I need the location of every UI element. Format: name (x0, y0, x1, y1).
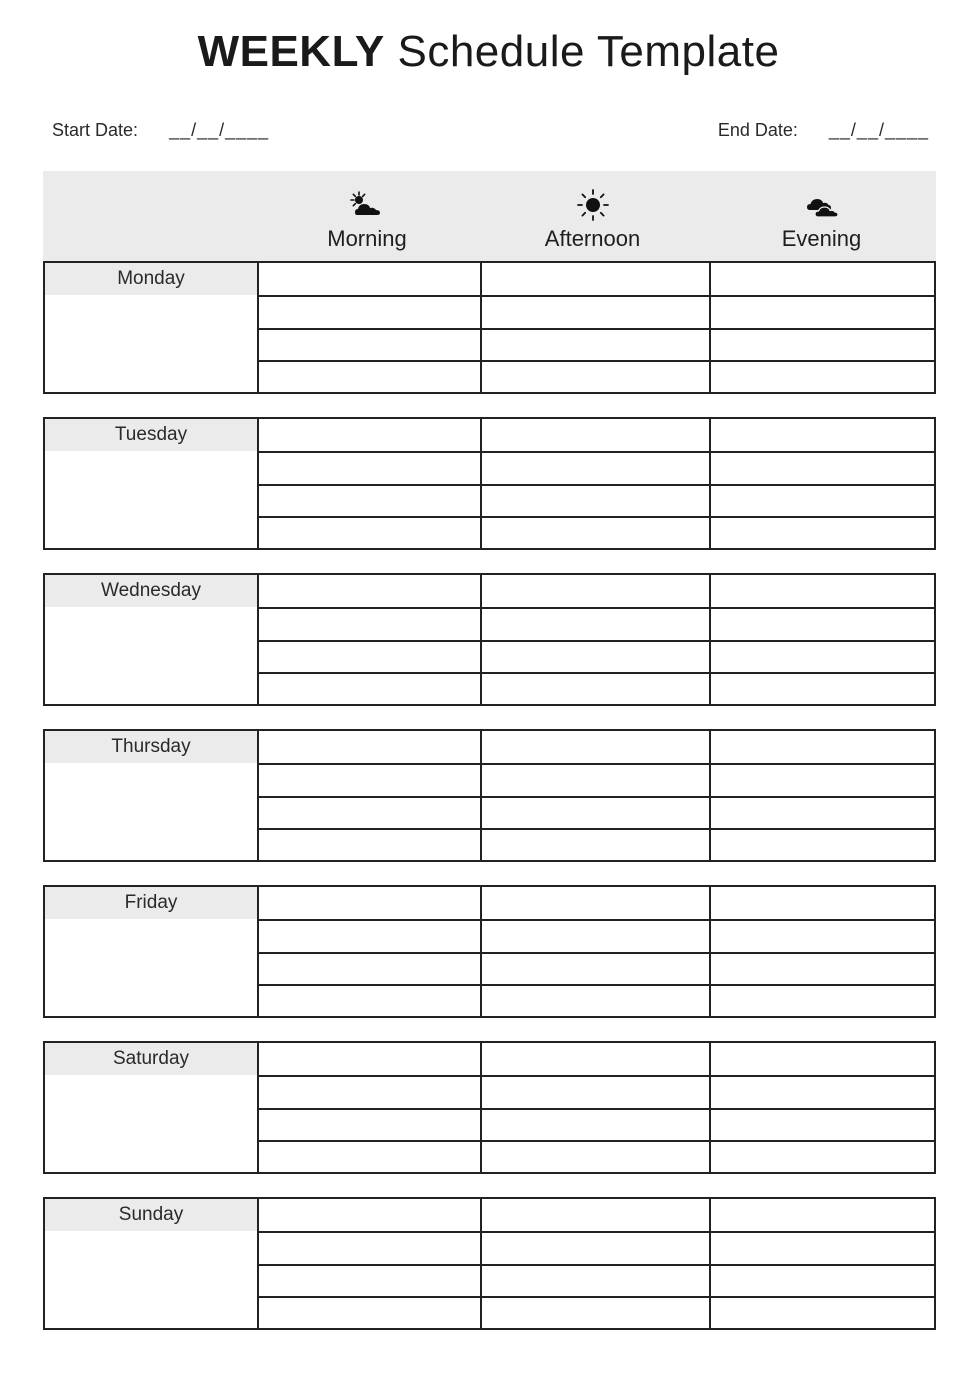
title-rest: Schedule Template (397, 27, 780, 76)
day-name-label: Saturday (45, 1043, 257, 1075)
slot-row-divider (259, 1108, 934, 1110)
slot-row-divider (259, 672, 934, 674)
day-notes-cell[interactable] (45, 263, 259, 392)
slot-column-divider (709, 575, 711, 704)
day-notes-cell[interactable] (45, 1199, 259, 1328)
day-time-slots[interactable] (259, 887, 934, 1016)
day-block-monday (43, 261, 936, 394)
partly-sunny-icon (347, 189, 387, 223)
column-header-afternoon (478, 189, 707, 253)
day-notes-cell[interactable] (45, 731, 259, 860)
slot-column-divider (709, 887, 711, 1016)
slot-row-divider (259, 796, 934, 798)
end-date-row (718, 118, 929, 142)
column-label-afternoon: Afternoon (544, 226, 641, 251)
slot-row-divider (259, 984, 934, 986)
slot-column-divider (480, 731, 482, 860)
start-date-field[interactable]: __/__/____ (169, 120, 270, 140)
page-title (0, 24, 977, 80)
sun-icon (573, 189, 613, 223)
slot-row-divider (259, 1264, 934, 1266)
slot-column-divider (480, 263, 482, 392)
slot-row-divider (259, 360, 934, 362)
day-name-label: Friday (45, 887, 257, 919)
slot-column-divider (480, 419, 482, 548)
slot-row-divider (259, 451, 934, 453)
day-name-label: Wednesday (45, 575, 257, 607)
day-notes-cell[interactable] (45, 887, 259, 1016)
day-time-slots[interactable] (259, 731, 934, 860)
slot-column-divider (480, 887, 482, 1016)
day-time-slots[interactable] (259, 1043, 934, 1172)
start-date-label: Start Date: (52, 120, 139, 140)
slot-row-divider (259, 1296, 934, 1298)
slot-row-divider (259, 763, 934, 765)
day-block-saturday (43, 1041, 936, 1174)
day-block-sunday (43, 1197, 936, 1330)
slot-row-divider (259, 516, 934, 518)
column-header-band (43, 171, 936, 261)
slot-column-divider (709, 1043, 711, 1172)
slot-row-divider (259, 484, 934, 486)
column-header-evening (707, 189, 936, 253)
title-bold: WEEKLY (197, 27, 385, 76)
day-time-slots[interactable] (259, 575, 934, 704)
day-time-slots[interactable] (259, 419, 934, 548)
column-label-morning: Morning (327, 226, 407, 251)
day-time-slots[interactable] (259, 263, 934, 392)
clouds-icon (802, 189, 842, 223)
slot-column-divider (480, 575, 482, 704)
day-block-wednesday (43, 573, 936, 706)
end-date-field[interactable]: __/__/____ (828, 120, 929, 140)
column-header-morning (257, 189, 477, 253)
slot-row-divider (259, 1231, 934, 1233)
slot-row-divider (259, 1140, 934, 1142)
day-block-friday (43, 885, 936, 1018)
slot-row-divider (259, 640, 934, 642)
day-notes-cell[interactable] (45, 1043, 259, 1172)
slot-column-divider (480, 1199, 482, 1328)
day-name-label: Tuesday (45, 419, 257, 451)
slot-row-divider (259, 328, 934, 330)
slot-row-divider (259, 607, 934, 609)
slot-row-divider (259, 828, 934, 830)
day-block-thursday (43, 729, 936, 862)
column-label-evening: Evening (781, 226, 862, 251)
slot-column-divider (709, 419, 711, 548)
day-name-label: Sunday (45, 1199, 257, 1231)
day-notes-cell[interactable] (45, 575, 259, 704)
slot-row-divider (259, 1075, 934, 1077)
slot-row-divider (259, 295, 934, 297)
end-date-label: End Date: (717, 120, 798, 140)
slot-row-divider (259, 919, 934, 921)
day-name-label: Monday (45, 263, 257, 295)
slot-column-divider (709, 263, 711, 392)
day-block-tuesday (43, 417, 936, 550)
day-time-slots[interactable] (259, 1199, 934, 1328)
slot-column-divider (709, 731, 711, 860)
slot-column-divider (480, 1043, 482, 1172)
day-name-label: Thursday (45, 731, 257, 763)
day-notes-cell[interactable] (45, 419, 259, 548)
slot-row-divider (259, 952, 934, 954)
start-date-row (52, 118, 269, 142)
slot-column-divider (709, 1199, 711, 1328)
